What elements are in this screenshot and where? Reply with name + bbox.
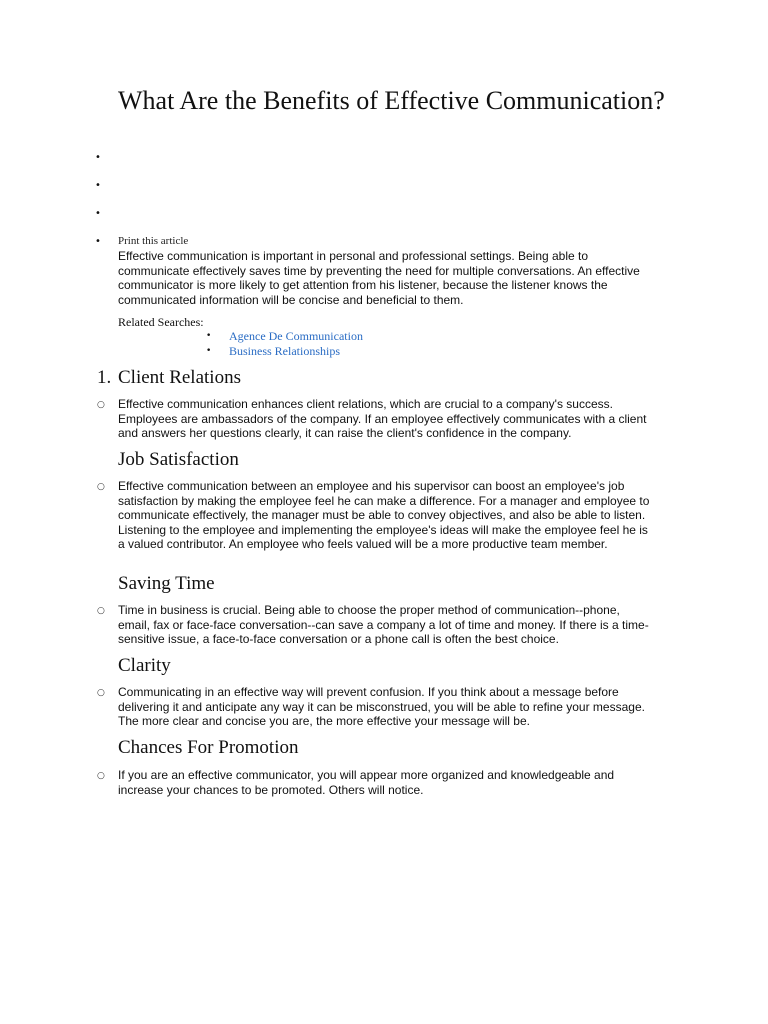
related-search-item (206, 329, 363, 344)
related-searches-label: Related Searches: (118, 315, 204, 329)
related-search-link[interactable]: Agence De Communication (229, 329, 363, 343)
related-searches-list (206, 329, 363, 359)
bullet-icon: • (95, 152, 101, 163)
section-body: If you are an effective communicator, you will appear more organized and knowledgeable and increase your chances to be promoted. Others will notice. (118, 768, 615, 797)
bullet-icon: • (95, 236, 101, 247)
article-title: What Are the Benefits of Effective Communication? (118, 86, 665, 115)
section-heading: Job Satisfaction (118, 449, 239, 470)
section-body: Time in business is crucial. Being able to choose the proper method of communication--phone, email, fax or face-face conversation--can save a company a lot of time and money. If there is a time-sensitive issue, a face-to-face conversation or a phone call is often the best choice. (118, 603, 649, 646)
bullet-icon: • (95, 180, 101, 191)
section-heading: Chances For Promotion (118, 737, 299, 758)
related-search-link[interactable]: Business Relationships (229, 344, 341, 358)
circle-bullet-icon: ○ (97, 606, 105, 616)
section-heading: Saving Time (118, 573, 215, 594)
section-heading: Clarity (118, 655, 171, 676)
list-number: 1. (97, 367, 112, 388)
section-body: Effective communication between an employee and his supervisor can boost an employee's job satisfaction by making the employee feel he can make a difference. For a manager and employee to communicate effectively, the manager must be able to convey objectives, and also be able to listen. Listening to the employee and implementing the employee's ideas will make the employee feel he is a valued contributor. An employee who feels valued will be a more productive team member. (118, 479, 650, 551)
circle-bullet-icon: ○ (97, 482, 105, 492)
bullet-icon: • (95, 208, 101, 219)
bullet-icon: • (206, 346, 212, 356)
print-article-link[interactable]: Print this article (118, 235, 189, 247)
bullet-icon: • (206, 331, 212, 341)
related-search-item (206, 344, 363, 359)
circle-bullet-icon: ○ (97, 771, 105, 781)
circle-bullet-icon: ○ (97, 688, 105, 698)
section-body: Communicating in an effective way will prevent confusion. If you think about a message before delivering it and anticipate any way it can be misconstrued, you will be able to refine your message. The more clear and concise you are, the more effective your message will be. (118, 685, 645, 728)
section-body: Effective communication enhances client relations, which are crucial to a company's success. Employees are ambassadors of the company. If an employee effectively communicates with a client and answers her questions clearly, it can raise the client's confidence in the company. (118, 397, 647, 440)
circle-bullet-icon: ○ (97, 400, 105, 410)
section-heading: Client Relations (118, 367, 241, 388)
intro-paragraph: Effective communication is important in personal and professional settings. Being able to communicate effectively saves time by preventing the need for multiple conversations. An effective communicator is more likely to get attention from his listener, because the listener knows the communicated information will be concise and beneficial to them. (118, 249, 640, 307)
